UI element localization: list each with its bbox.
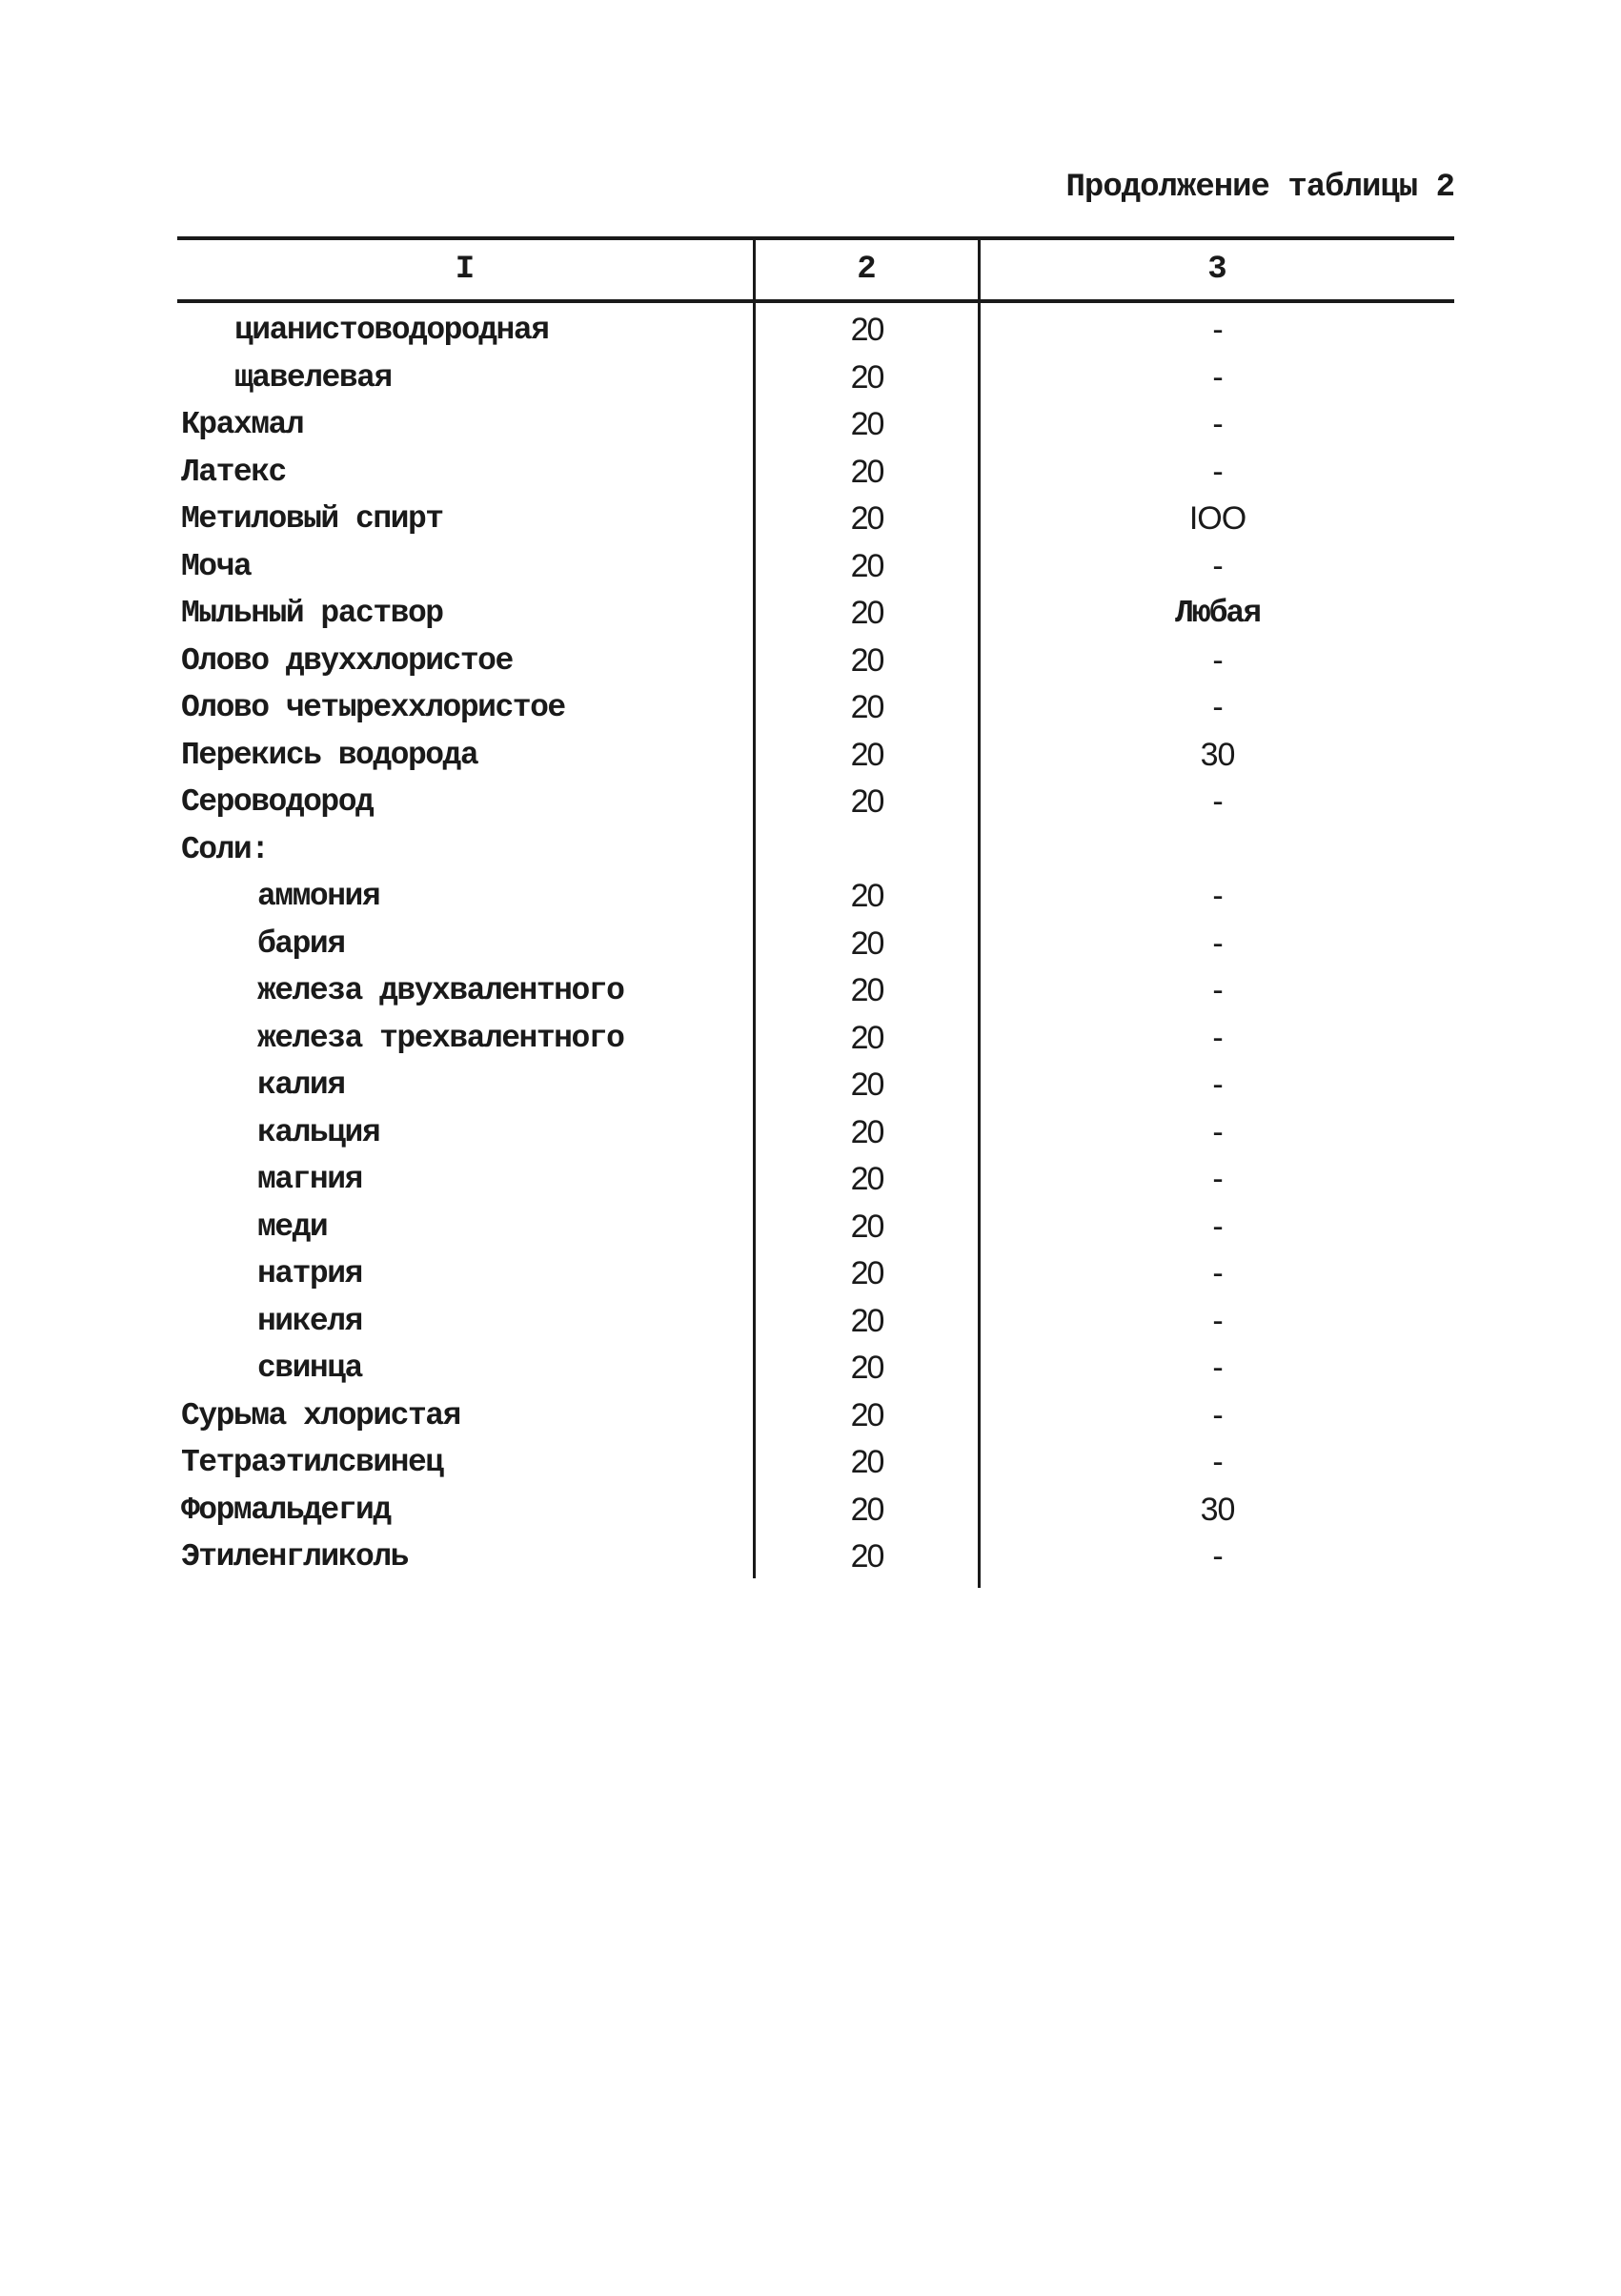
temperature-value: 20 <box>850 547 883 584</box>
table-header-rule <box>177 299 1454 303</box>
temperature-value: 20 <box>850 1067 883 1103</box>
concentration-value: - <box>1212 1255 1223 1291</box>
substance-name: Метиловый спирт <box>181 501 443 537</box>
concentration-value: - <box>1212 878 1223 914</box>
concentration-value: - <box>1212 1067 1223 1103</box>
concentration-value: - <box>1212 972 1223 1008</box>
temperature-value: 20 <box>850 783 883 820</box>
concentration-value: - <box>1212 1538 1223 1575</box>
substance-name: никеля <box>257 1303 362 1339</box>
temperature-value: 20 <box>850 1444 883 1480</box>
table-row <box>177 1250 1454 1298</box>
substance-name: Латекс <box>181 454 286 490</box>
temperature-value: 20 <box>850 924 883 962</box>
table-row <box>177 1487 1454 1534</box>
temperature-value: 20 <box>850 1019 883 1056</box>
substance-name: аммония <box>257 879 380 914</box>
table-row <box>177 921 1454 968</box>
table-row <box>177 779 1454 826</box>
table-row <box>177 1392 1454 1440</box>
concentration-value: - <box>1212 358 1223 396</box>
table-row <box>177 449 1454 497</box>
substance-name: железа двухвалентного <box>257 973 624 1008</box>
substance-name: Формальдегид <box>181 1492 391 1528</box>
table-row <box>177 1439 1454 1487</box>
table-row <box>177 1015 1454 1063</box>
concentration-value <box>981 826 1454 874</box>
concentration-value: - <box>1212 1302 1223 1339</box>
concentration-value: 30 <box>1200 736 1235 773</box>
temperature-value: 20 <box>850 1255 883 1291</box>
concentration-value: - <box>1212 453 1223 490</box>
concentration-value: - <box>1212 1208 1223 1245</box>
concentration-value: - <box>1212 783 1223 820</box>
substance-name: Мыльный раствор <box>181 596 443 631</box>
table-row <box>177 496 1454 543</box>
table-row <box>177 307 1454 355</box>
substance-name: магния <box>257 1162 362 1197</box>
concentration-value: - <box>1212 924 1223 962</box>
temperature-value: 20 <box>850 453 883 490</box>
temperature-value: 20 <box>850 1396 883 1433</box>
substance-name: Перекись водорода <box>181 737 478 773</box>
temperature-value: 20 <box>850 736 883 773</box>
table-header-row <box>177 240 1454 299</box>
table-body <box>177 307 1454 1581</box>
column-header-1: I <box>455 252 476 288</box>
table-row <box>177 826 1454 874</box>
concentration-value: - <box>1212 1161 1223 1197</box>
temperature-value: 20 <box>850 406 883 442</box>
temperature-value: 20 <box>850 641 883 679</box>
temperature-value: 20 <box>850 1302 883 1339</box>
substance-name: железа трехвалентного <box>257 1020 624 1056</box>
substance-name: Сурьма хлористая <box>181 1397 460 1433</box>
concentration-value: IOO <box>1188 500 1246 537</box>
concentration-value: 30 <box>1200 1491 1235 1528</box>
temperature-value <box>756 826 978 874</box>
substance-name: щавелевая <box>234 359 392 396</box>
temperature-value: 20 <box>850 1113 883 1150</box>
table-row <box>177 543 1454 591</box>
substance-name: Крахмал <box>181 407 304 442</box>
table-row <box>177 1204 1454 1251</box>
substance-name: Этиленгликоль <box>181 1539 408 1575</box>
temperature-value: 20 <box>850 1350 883 1386</box>
table-row <box>177 590 1454 638</box>
table-row <box>177 1062 1454 1109</box>
table-row <box>177 684 1454 732</box>
substance-name: меди <box>257 1209 328 1245</box>
substance-name: свинца <box>257 1351 362 1386</box>
concentration-value: - <box>1212 406 1223 442</box>
concentration-value: - <box>1212 1396 1223 1433</box>
table-row <box>177 1156 1454 1204</box>
table-row <box>177 1109 1454 1157</box>
concentration-value: - <box>1212 547 1223 584</box>
substance-name: Тетраэтилсвинец <box>181 1445 443 1480</box>
temperature-value: 20 <box>850 1208 883 1245</box>
substance-name: Соли: <box>181 831 269 867</box>
concentration-value: - <box>1212 641 1223 679</box>
temperature-value: 20 <box>850 689 883 725</box>
concentration-value: - <box>1212 1350 1223 1386</box>
table-row <box>177 1534 1454 1581</box>
temperature-value: 20 <box>850 878 883 914</box>
table-row <box>177 873 1454 921</box>
table-continuation-caption: Продолжение таблицы 2 <box>1065 170 1454 206</box>
temperature-value: 20 <box>850 972 883 1008</box>
substance-name: калия <box>257 1067 345 1103</box>
table-row <box>177 355 1454 402</box>
temperature-value: 20 <box>850 1538 883 1575</box>
temperature-value: 20 <box>850 312 883 348</box>
table-row <box>177 638 1454 685</box>
table-row <box>177 732 1454 780</box>
concentration-value: - <box>1212 1019 1223 1056</box>
substance-name: Сероводород <box>181 784 374 820</box>
concentration-value: Любая <box>1174 596 1261 631</box>
table-row <box>177 967 1454 1015</box>
substance-name: бария <box>257 925 345 962</box>
column-header-3: 3 <box>1207 252 1227 288</box>
temperature-value: 20 <box>850 595 883 631</box>
concentration-value: - <box>1212 1444 1223 1480</box>
temperature-value: 20 <box>850 1161 883 1197</box>
substance-name: Олово двуххлористое <box>181 642 513 679</box>
table-row <box>177 401 1454 449</box>
temperature-value: 20 <box>850 358 883 396</box>
column-header-2: 2 <box>857 252 877 288</box>
table-row <box>177 1298 1454 1346</box>
substance-name: Моча <box>181 548 252 584</box>
concentration-value: - <box>1212 689 1223 725</box>
concentration-value: - <box>1212 312 1223 348</box>
substance-name: натрия <box>257 1256 362 1291</box>
table-row <box>177 1345 1454 1392</box>
concentration-value: - <box>1212 1113 1223 1150</box>
temperature-value: 20 <box>850 500 883 537</box>
substance-name: кальция <box>257 1114 380 1150</box>
temperature-value: 20 <box>850 1491 883 1528</box>
substance-name: цианистоводородная <box>234 313 549 348</box>
substance-name: Олово четыреххлористое <box>181 690 565 725</box>
